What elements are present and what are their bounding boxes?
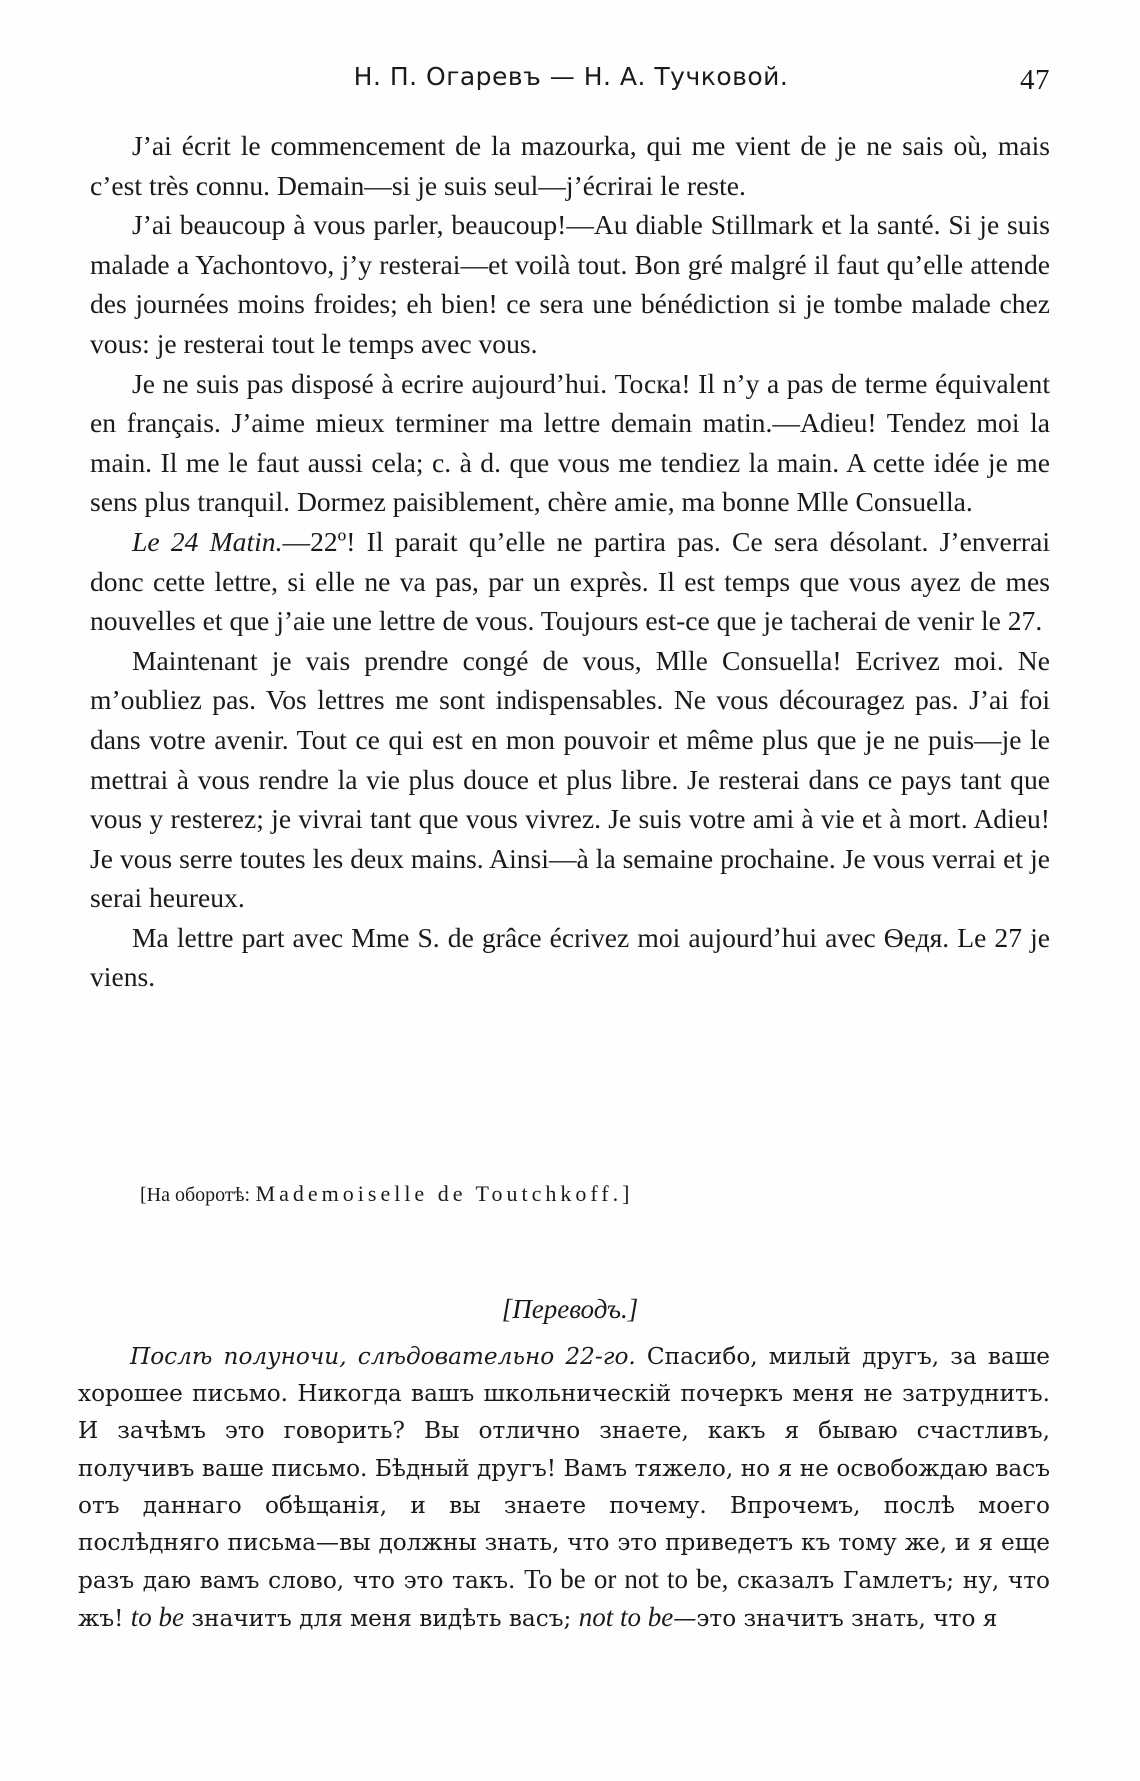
translation-quote-3: not to be (578, 1602, 674, 1633)
french-paragraph-5: Maintenant je vais prendre congé de vous, Mlle Consuella! Ecrivez moi. Ne m’oubliez pas. Vos lettres me sont indispensables. Ne vous découragez pas. J’ai foi dans votre avenir. Tout ce qui est en mon pouvoir et même plus que je ne puis—je le mettrai à vous rendre la vie plus douce et plus libre. Je resterai dans ce pays tant que vous y resterez; je vivrai tant que vous vivrez. Je suis votre ami à vie et à mort. Adieu! Je vous serre toutes les deux mains. Ainsi—à la semaine prochaine. Je vous verrai et je serai heureux. (90, 644, 1050, 914)
translation-text-a: Спасибо, милый другъ, за ваше хорошее письмо. Никогда вашъ школьническій почеркъ меня не затруднитъ. И зачѣмъ это говорить? Вы отлично знаете, какъ я бываю счастливъ, получивъ ваше письмо. Бѣдный другъ! Вамъ тяжело, но я не освобождаю васъ отъ даннаго обѣщанія, и вы знаете почему. Впрочемъ, послѣ моего послѣдняго письма—вы должны знать, что это приведетъ къ тому же, и я еще разъ даю вамъ слово, что это такъ. (78, 1343, 1051, 1595)
translation-quote-2: to be (130, 1602, 185, 1633)
verso-note (140, 1181, 629, 1207)
page-number: 47 (1020, 64, 1050, 96)
french-paragraph-3: Je ne suis pas disposé à ecrire aujourd’hui. Тоска! Il n’y a pas de terme équivalent en français. J’aime mieux terminer ma lettre demain matin.—Adieu! Tendez moi la main. Il me le faut aussi cela; c. à d. que vous me tendiez la main. A cette idée je me sens plus tranquil. Dormez paisiblement, chère amie, ma bonne Mlle Consuella. (90, 367, 1050, 518)
translation-text-c: значитъ для меня видѣть васъ; (191, 1605, 572, 1633)
french-paragraph-6: Ma lettre part avec Mme S. de grâce écrivez moi aujourd’hui avec Ѳедя. Le 27 je viens. (90, 921, 1050, 993)
verso-address: Mademoiselle de Toutchkoff. (255, 1181, 623, 1206)
translation-quote-1: To be or not to be, (524, 1564, 729, 1595)
french-paragraph-1: J’ai écrit le commencement de la mazourka, qui me vient de je ne sais où, mais c’est très connu. Demain—si je suis seul—j’écrirai le reste. (90, 130, 1050, 201)
translation-paragraph-1 (78, 1338, 1050, 1638)
french-paragraph-2: J’ai beaucoup à vous parler, beaucoup!—Au diable Stillmark et la santé. Si je suis malade a Yachontovo, j’y resterai—et voilà tout. Bon gré malgré il faut qu’elle attende des journées moins froides; eh bien! ce sera une bénédiction si je tombe malade chez vous: je resterai tout le temps avec vous. (90, 209, 1050, 359)
verso-label: [На оборотѣ: (140, 1184, 251, 1206)
translation-text-d: —это значитъ знать, что я (673, 1605, 998, 1633)
dateline: Le 24 Matin. (132, 525, 283, 557)
french-paragraph-4-text: —22º! Il parait qu’elle ne partira pas. Ce sera désolant. J’enverrai donc cette lettre, si elle ne va pas, par un exprès. Il est temps que vous ayez de mes nouvelles et que j’aie une lettre de vous. Toujours est-ce que je tacherai de venir le 27. (90, 525, 1050, 637)
french-paragraph-4 (90, 522, 1050, 641)
page-header (92, 62, 1050, 102)
verso-close: ] (622, 1181, 630, 1206)
translation-dateline: Послѣ полуночи, слѣдовательно 22-го. (130, 1343, 636, 1370)
french-letter (90, 126, 1050, 997)
translation-text-b: сказалъ Гамлетъ; ну, что жъ! (78, 1567, 1051, 1633)
running-head: Н. П. Огаревъ — Н. А. Тучковой. (353, 62, 789, 91)
russian-translation (78, 1338, 1050, 1638)
translation-title: [Переводъ.] (501, 1294, 639, 1324)
